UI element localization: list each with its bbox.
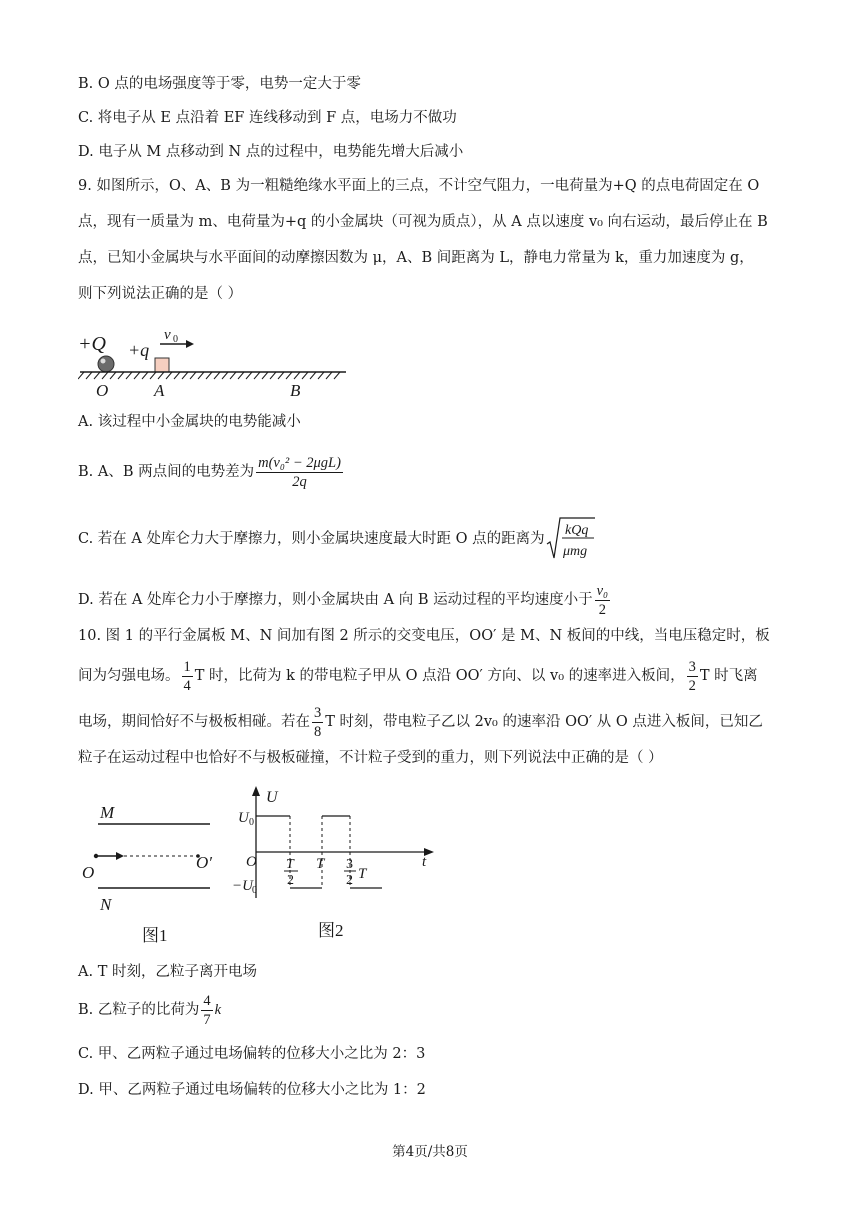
q9-stem-line4: 则下列说法正确的是（ ） xyxy=(78,286,243,302)
q9-fig-metal-block xyxy=(155,358,169,372)
q9-fig-label-A: A xyxy=(154,381,165,400)
page-footer: 第4页/共8页 xyxy=(392,1144,468,1160)
svg-text:0: 0 xyxy=(249,817,254,828)
svg-text:−U: −U xyxy=(232,878,253,894)
svg-text:O: O xyxy=(82,863,95,882)
q9-stem-line1: 9. 如图所示，O、A、B 为一粗糙绝缘水平面上的三点，不计空气阻力，一电荷量为+Q 的点电荷固定在 O xyxy=(78,178,760,194)
q8-option-b: B. O 点的电场强度等于零，电势一定大于零 xyxy=(78,76,361,92)
q9-option-a: A. 该过程中小金属块的电势能减小 xyxy=(78,414,301,430)
q10-stem-line2: 间为匀强电场。 $\frac{1}{4}$ T 时，比荷为 k 的带电粒子甲从 O 点沿 OO′ 方向、以 v₀ 的速率进入板间， $\frac{3}{2}$ T 时飞离 xyxy=(78,658,758,694)
q9-fig-label-v: v xyxy=(164,327,171,343)
svg-text:O′: O′ xyxy=(196,853,212,872)
svg-text:3: 3 xyxy=(346,857,353,872)
q9-figure xyxy=(78,324,358,404)
q10-stem-line1: 10. 图 1 的平行金属板 M、N 间加有图 2 所示的交变电压，OO′ 是 M、N 板间的中线，当电压稳定时，板 xyxy=(78,628,770,644)
q10-figure2 xyxy=(232,786,442,946)
q10-stem-line3: 电场，期间恰好不与极板相碰。若在 $\frac{3}{8}$ T 时刻，带电粒子乙以 2v₀ 的速率沿 OO′ 从 O 点进入板间，已知乙 xyxy=(78,704,763,740)
q9-option-c: C. 若在 A 处库仑力大于摩擦力，则小金属块速度最大时距 O 点的距离为 kQq μmg xyxy=(78,516,597,562)
q9-fig-label-B: B xyxy=(290,381,301,400)
svg-text:N: N xyxy=(100,895,112,914)
svg-text:U: U xyxy=(238,810,249,826)
q10-option-c: C. 甲、乙两粒子通过电场偏转的位移大小之比为 2：3 xyxy=(78,1046,426,1062)
q9-option-c-sqrt xyxy=(545,516,597,562)
figure1-caption: 图1 xyxy=(142,926,168,945)
svg-text:μmg: μmg xyxy=(562,544,587,559)
svg-text:U: U xyxy=(266,789,278,806)
svg-text:0: 0 xyxy=(173,334,178,345)
svg-text:T: T xyxy=(286,857,294,872)
svg-text:T: T xyxy=(316,856,325,872)
q9-option-d-fraction: $\frac{\text{v₀}}{2}$ xyxy=(596,582,609,618)
svg-text:0: 0 xyxy=(252,885,257,896)
svg-text:2: 2 xyxy=(346,873,353,888)
q9-option-b: B. A、B 两点间的电势差为 $\frac{\text{m(v₀² − 2μgL)}}{2q}$ xyxy=(78,454,341,490)
q9-fig-label-q: +q xyxy=(128,340,150,360)
q9-stem-line3: 点，已知小金属块与水平面间的动摩擦因数为 μ，A、B 间距离为 L，静电力常量为 k，重力加速度为 g， xyxy=(78,250,754,266)
svg-text:t: t xyxy=(422,854,427,870)
svg-text:O: O xyxy=(246,854,257,870)
q8-option-c: C. 将电子从 E 点沿着 EF 连线移动到 F 点，电场力不做功 xyxy=(78,110,457,126)
q10-option-a: A. T 时刻，乙粒子离开电场 xyxy=(78,964,257,980)
figure2-caption: 图2 xyxy=(318,921,344,940)
svg-text:T: T xyxy=(358,866,367,882)
q9-option-b-fraction: $\frac{\text{m(v₀² − 2μgL)}}{2q}$ xyxy=(258,454,341,490)
svg-text:M: M xyxy=(100,803,115,822)
q9-option-d: D. 若在 A 处库仑力小于摩擦力，则小金属块由 A 向 B 运动过程的平均速度小于 $\frac{\text{v₀}}{2}$ xyxy=(78,582,609,618)
q9-fig-point-charge xyxy=(98,356,114,372)
q10-figure1 xyxy=(78,796,228,948)
q10-stem-line4: 粒子在运动过程中也恰好不与极板碰撞，不计粒子受到的重力，则下列说法中正确的是（ ） xyxy=(78,750,663,766)
q9-stem-line2: 点，现有一质量为 m、电荷量为+q 的小金属块（可视为质点），从 A 点以速度 v₀ 向右运动，最后停止在 B xyxy=(78,214,768,230)
q8-option-d: D. 电子从 M 点移动到 N 点的过程中，电势能先增大后减小 xyxy=(78,144,464,160)
q10-option-d: D. 甲、乙两粒子通过电场偏转的位移大小之比为 1：2 xyxy=(78,1082,426,1098)
svg-text:2: 2 xyxy=(287,873,294,888)
q9-fig-label-O: O xyxy=(96,381,109,400)
q10-option-b: B. 乙粒子的比荷为 $\frac{4}{7}$ k xyxy=(78,992,222,1028)
svg-text:kQq: kQq xyxy=(564,523,588,538)
q9-fig-label-Q: +Q xyxy=(78,333,106,355)
